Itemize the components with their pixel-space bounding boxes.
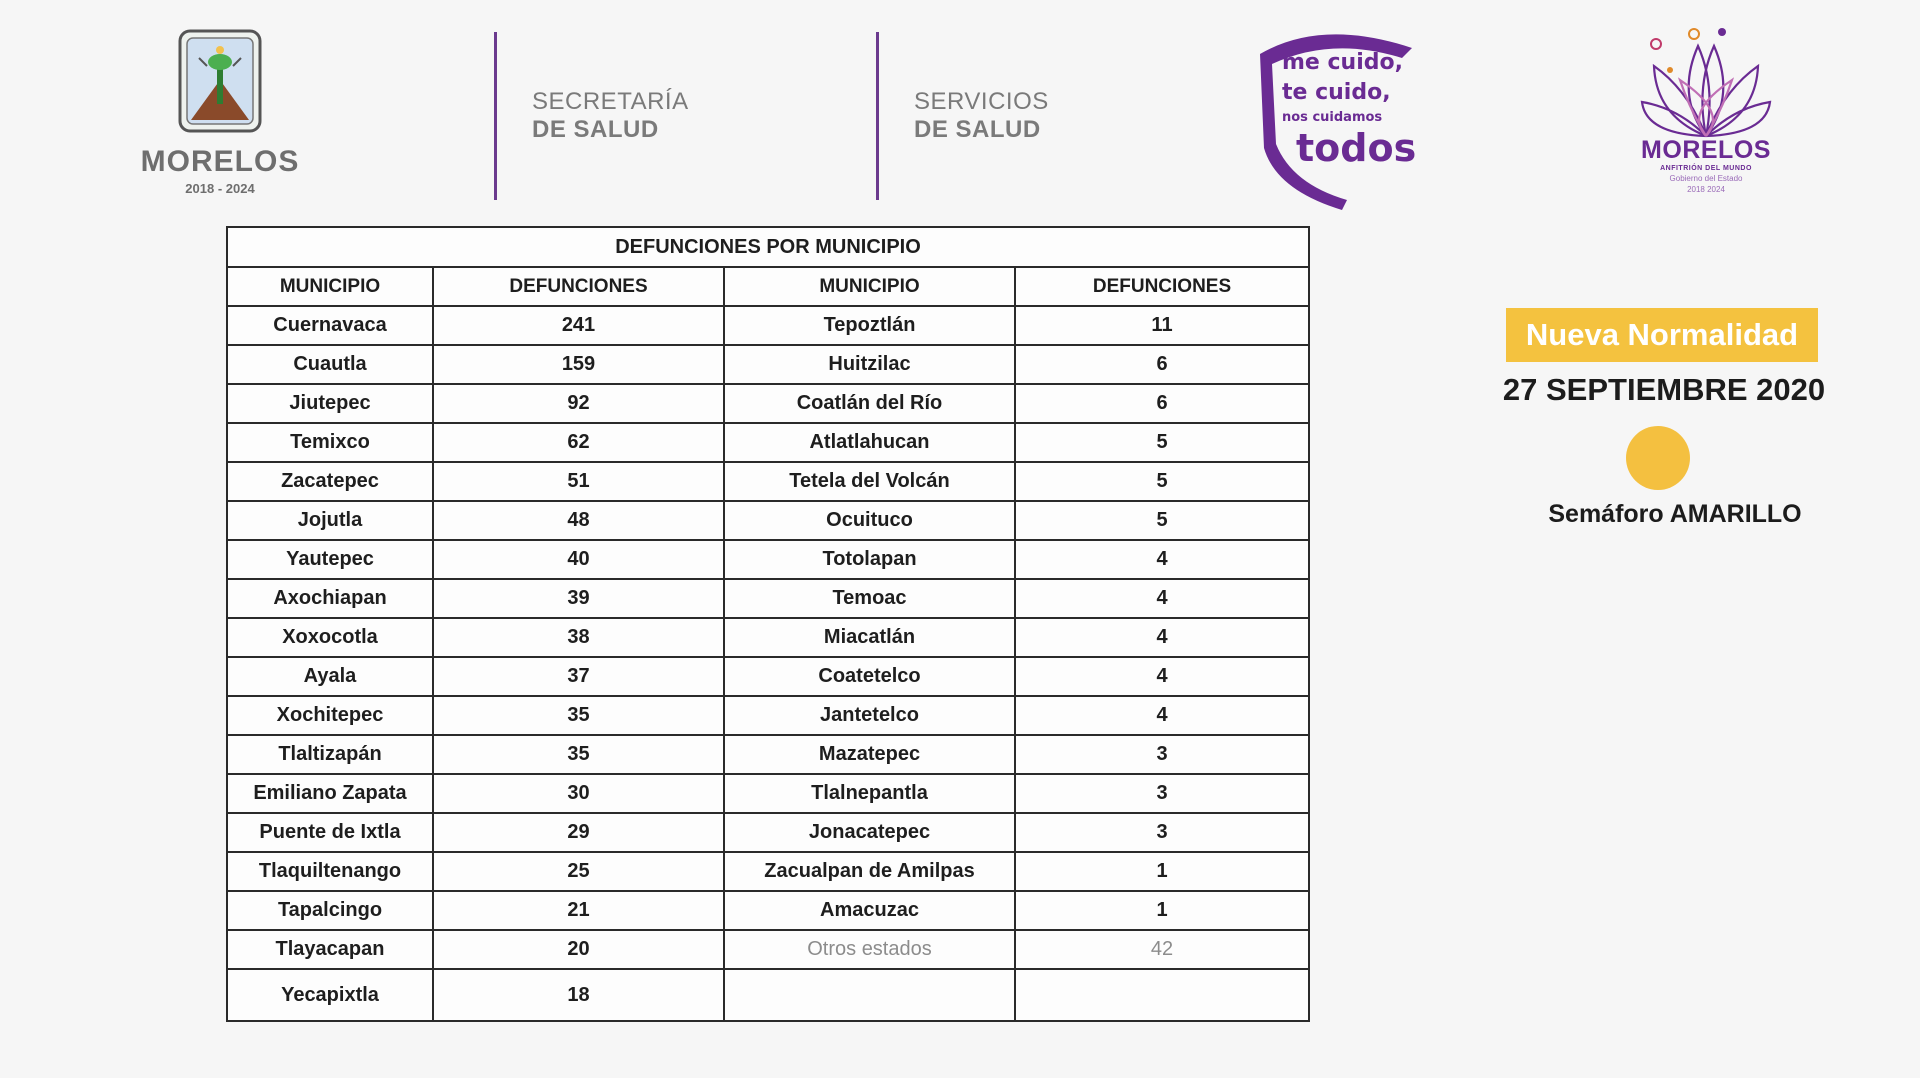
cell-municipio: Cuautla (227, 345, 433, 384)
cell-municipio: Miacatlán (724, 618, 1015, 657)
cell-municipio: Coatlán del Río (724, 384, 1015, 423)
table-row (227, 891, 1309, 930)
cell-defunciones: 51 (433, 462, 724, 501)
table-row (227, 345, 1309, 384)
cell-municipio: Yecapixtla (227, 969, 433, 1021)
cell-municipio: Zacualpan de Amilpas (724, 852, 1015, 891)
cell-defunciones: 37 (433, 657, 724, 696)
cell-defunciones: 4 (1015, 618, 1309, 657)
cell-municipio: Puente de Ixtla (227, 813, 433, 852)
table-row (227, 423, 1309, 462)
cell-municipio: Tapalcingo (227, 891, 433, 930)
cell-municipio: Ayala (227, 657, 433, 696)
cell-defunciones: 5 (1015, 423, 1309, 462)
cell-defunciones: 4 (1015, 579, 1309, 618)
cell-defunciones: 11 (1015, 306, 1309, 345)
cell-municipio: Ocuituco (724, 501, 1015, 540)
table-row (227, 813, 1309, 852)
coat-of-arms-icon (177, 28, 263, 136)
cell-municipio: Emiliano Zapata (227, 774, 433, 813)
cell-municipio: Tlaquiltenango (227, 852, 433, 891)
cell-municipio: Totolapan (724, 540, 1015, 579)
cell-municipio: Jantetelco (724, 696, 1015, 735)
morelos-state-logo (140, 28, 300, 196)
cell-defunciones: 48 (433, 501, 724, 540)
morelos2-title: MORELOS (1641, 136, 1771, 164)
cell-defunciones: 29 (433, 813, 724, 852)
morelos-logo-years: 2018 - 2024 (185, 181, 255, 196)
cell-defunciones: 20 (433, 930, 724, 969)
column-header-municipio: MUNICIPIO (724, 267, 1015, 306)
cell-municipio: Jonacatepec (724, 813, 1015, 852)
cell-defunciones: 3 (1015, 774, 1309, 813)
header-divider (876, 32, 879, 200)
table-row (227, 696, 1309, 735)
cell-defunciones: 35 (433, 735, 724, 774)
cell-municipio: Jojutla (227, 501, 433, 540)
servicios-de-salud-logo (914, 88, 1049, 144)
morelos2-gov-line2: 2018 2024 (1687, 185, 1725, 194)
cell-defunciones: 38 (433, 618, 724, 657)
servicios-line2: DE SALUD (914, 116, 1041, 143)
cell-municipio: Amacuzac (724, 891, 1015, 930)
cell-municipio: Tetela del Volcán (724, 462, 1015, 501)
column-header-defunciones: DEFUNCIONES (433, 267, 724, 306)
cell-defunciones: 159 (433, 345, 724, 384)
cell-municipio: Cuernavaca (227, 306, 433, 345)
cell-municipio: Tlaltizapán (227, 735, 433, 774)
nueva-normalidad-badge: Nueva Normalidad (1506, 308, 1818, 362)
morelos2-subtitle: ANFITRIÓN DEL MUNDO (1660, 165, 1752, 172)
cell-defunciones: 30 (433, 774, 724, 813)
cell-defunciones: 4 (1015, 657, 1309, 696)
cell-empty (724, 969, 1015, 1021)
semaforo-status-label: Semáforo AMARILLO (1548, 500, 1802, 528)
secretaria-line1: SECRETARÍA (532, 88, 689, 115)
secretaria-line2: DE SALUD (532, 116, 659, 143)
cell-defunciones: 4 (1015, 540, 1309, 579)
cell-defunciones: 1 (1015, 891, 1309, 930)
cell-municipio: Yautepec (227, 540, 433, 579)
cell-defunciones: 6 (1015, 345, 1309, 384)
table-row (227, 930, 1309, 969)
me-cuido-campaign-logo (1252, 24, 1420, 210)
report-date: 27 SEPTIEMBRE 2020 (1502, 372, 1826, 407)
header-divider (494, 32, 497, 200)
cell-municipio: Temixco (227, 423, 433, 462)
cell-municipio: Axochiapan (227, 579, 433, 618)
cell-municipio: Temoac (724, 579, 1015, 618)
cell-defunciones: 40 (433, 540, 724, 579)
campaign-line3: nos cuidamos (1282, 110, 1383, 125)
cell-defunciones: 18 (433, 969, 724, 1021)
cell-municipio: Huitzilac (724, 345, 1015, 384)
cell-defunciones: 35 (433, 696, 724, 735)
cell-defunciones: 39 (433, 579, 724, 618)
table-header-row (227, 267, 1309, 306)
cell-defunciones: 4 (1015, 696, 1309, 735)
table-body (227, 306, 1309, 1021)
secretaria-de-salud-logo (532, 88, 689, 144)
cell-defunciones: 5 (1015, 462, 1309, 501)
table-row (227, 618, 1309, 657)
servicios-line1: SERVICIOS (914, 88, 1049, 115)
cell-municipio: Tlalnepantla (724, 774, 1015, 813)
cell-municipio: Jiutepec (227, 384, 433, 423)
cell-defunciones: 6 (1015, 384, 1309, 423)
cell-defunciones: 25 (433, 852, 724, 891)
table-row (227, 540, 1309, 579)
cell-municipio: Xoxocotla (227, 618, 433, 657)
cell-defunciones-otros: 42 (1015, 930, 1309, 969)
cell-municipio: Zacatepec (227, 462, 433, 501)
table-title-row (227, 227, 1309, 267)
table-row (227, 579, 1309, 618)
lotus-flower-icon (1636, 26, 1776, 144)
cell-defunciones: 62 (433, 423, 724, 462)
cell-defunciones: 1 (1015, 852, 1309, 891)
morelos-logo-text: MORELOS (140, 145, 300, 178)
morelos2-gov-line1: Gobierno del Estado (1669, 174, 1743, 183)
cell-municipio: Mazatepec (724, 735, 1015, 774)
column-header-municipio: MUNICIPIO (227, 267, 433, 306)
cell-defunciones: 3 (1015, 735, 1309, 774)
cell-municipio: Tlayacapan (227, 930, 433, 969)
cell-defunciones: 241 (433, 306, 724, 345)
cell-municipio: Xochitepec (227, 696, 433, 735)
morelos-anfitrion-logo (1630, 26, 1782, 194)
table-title: DEFUNCIONES POR MUNICIPIO (227, 227, 1309, 267)
table-row (227, 306, 1309, 345)
traffic-light-dot-icon (1626, 426, 1690, 490)
table-row (227, 501, 1309, 540)
cell-empty (1015, 969, 1309, 1021)
table-row (227, 969, 1309, 1021)
campaign-line2: te cuido, (1282, 80, 1391, 105)
cell-municipio: Tepoztlán (724, 306, 1015, 345)
cell-defunciones: 5 (1015, 501, 1309, 540)
campaign-line4: todos (1296, 126, 1417, 170)
cell-defunciones: 3 (1015, 813, 1309, 852)
cell-defunciones: 21 (433, 891, 724, 930)
cell-defunciones: 92 (433, 384, 724, 423)
cell-municipio: Atlatlahucan (724, 423, 1015, 462)
table-row (227, 852, 1309, 891)
table-row (227, 735, 1309, 774)
cell-municipio: Coatetelco (724, 657, 1015, 696)
campaign-line1: me cuido, (1282, 50, 1403, 75)
deaths-by-municipality-table (226, 226, 1310, 1022)
table-row (227, 462, 1309, 501)
table-row (227, 774, 1309, 813)
cell-municipio-otros: Otros estados (724, 930, 1015, 969)
table-row (227, 384, 1309, 423)
table-row (227, 657, 1309, 696)
column-header-defunciones: DEFUNCIONES (1015, 267, 1309, 306)
